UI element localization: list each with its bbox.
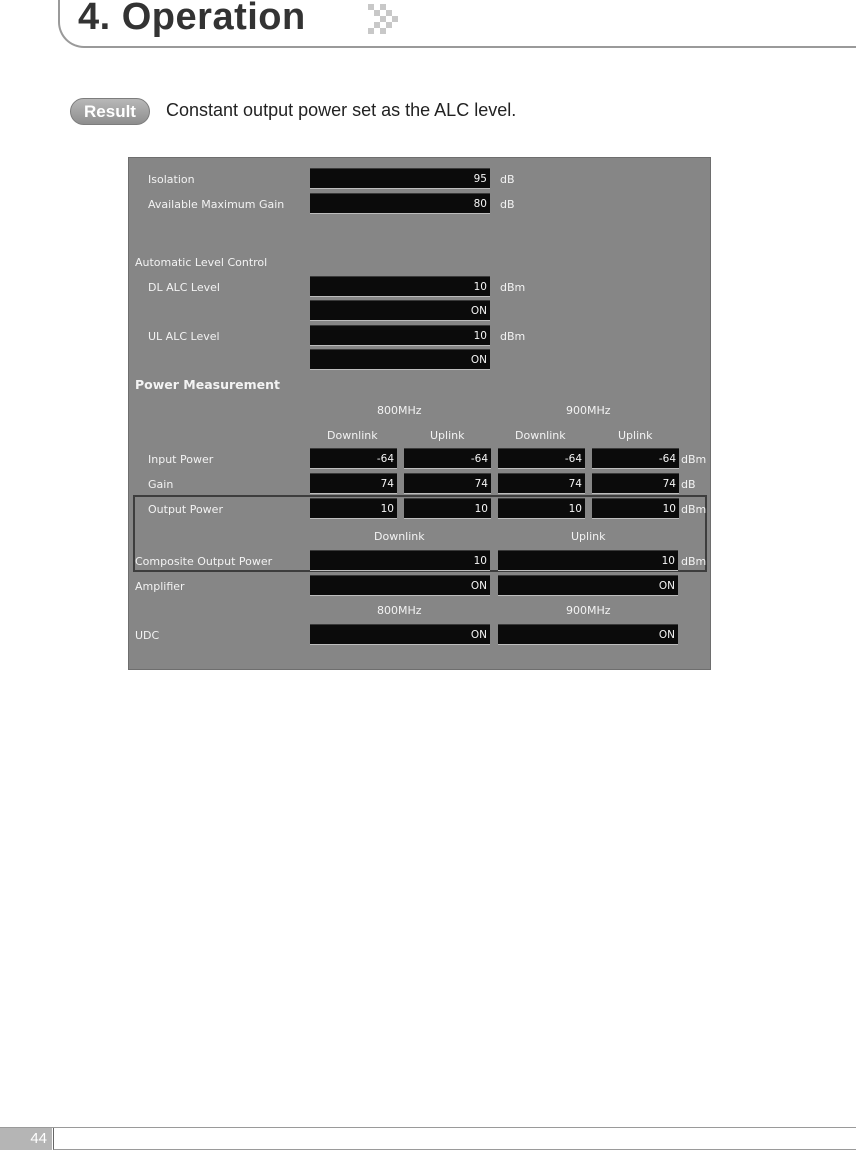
max-gain-value: 80 xyxy=(310,193,490,214)
output-power-unit: dBm xyxy=(681,503,707,516)
udc-800-state: ON xyxy=(310,624,490,645)
dl-alc-unit: dBm xyxy=(500,281,526,294)
input-power-800-dl: -64 xyxy=(310,448,397,469)
gain-800-dl: 74 xyxy=(310,473,397,494)
band-900-heading: 900MHz xyxy=(566,404,611,417)
power-section-heading: Power Measurement xyxy=(135,377,281,392)
composite-downlink-value: 10 xyxy=(310,550,490,571)
dl-alc-label: DL ALC Level xyxy=(148,281,220,294)
gain-900-ul: 74 xyxy=(592,473,679,494)
gain-900-dl: 74 xyxy=(498,473,585,494)
composite-uplink-value: 10 xyxy=(498,550,678,571)
output-power-label: Output Power xyxy=(148,503,223,516)
composite-downlink-heading: Downlink xyxy=(374,530,425,543)
gain-unit: dB xyxy=(681,478,696,491)
result-badge: Result xyxy=(70,98,150,125)
isolation-value: 95 xyxy=(310,168,490,189)
input-power-900-dl: -64 xyxy=(498,448,585,469)
footer-bar xyxy=(53,1128,856,1150)
udc-band-900-heading: 900MHz xyxy=(566,604,611,617)
amplifier-downlink-state: ON xyxy=(310,575,490,596)
band-800-heading: 800MHz xyxy=(377,404,422,417)
isolation-unit: dB xyxy=(500,173,515,186)
section-title: 4. Operation xyxy=(78,0,306,38)
checker-decoration-icon xyxy=(368,4,402,34)
input-power-unit: dBm xyxy=(681,453,707,466)
alc-section-heading: Automatic Level Control xyxy=(135,256,268,269)
result-description: Constant output power set as the ALC level. xyxy=(166,100,517,120)
ul-alc-value: 10 xyxy=(310,325,490,346)
input-power-label: Input Power xyxy=(148,453,214,466)
amplifier-label: Amplifier xyxy=(135,580,185,593)
udc-900-state: ON xyxy=(498,624,678,645)
gain-label: Gain xyxy=(148,478,174,491)
col-800-uplink: Uplink xyxy=(430,429,465,442)
udc-label: UDC xyxy=(135,629,160,642)
output-power-900-dl: 10 xyxy=(498,498,585,519)
input-power-800-ul: -64 xyxy=(404,448,491,469)
max-gain-unit: dB xyxy=(500,198,515,211)
input-power-900-ul: -64 xyxy=(592,448,679,469)
ul-alc-unit: dBm xyxy=(500,330,526,343)
composite-output-label: Composite Output Power xyxy=(135,555,273,568)
col-900-uplink: Uplink xyxy=(618,429,653,442)
ul-alc-state: ON xyxy=(310,349,490,370)
output-power-800-ul: 10 xyxy=(404,498,491,519)
amplifier-uplink-state: ON xyxy=(498,575,678,596)
composite-uplink-heading: Uplink xyxy=(571,530,606,543)
max-gain-label: Available Maximum Gain xyxy=(148,198,285,211)
dl-alc-value: 10 xyxy=(310,276,490,297)
repeater-settings-panel xyxy=(128,157,711,670)
ul-alc-label: UL ALC Level xyxy=(148,330,220,343)
output-power-900-ul: 10 xyxy=(592,498,679,519)
page-number: 44 xyxy=(0,1128,52,1150)
col-800-downlink: Downlink xyxy=(327,429,378,442)
composite-unit: dBm xyxy=(681,555,707,568)
col-900-downlink: Downlink xyxy=(515,429,566,442)
output-power-800-dl: 10 xyxy=(310,498,397,519)
udc-band-800-heading: 800MHz xyxy=(377,604,422,617)
gain-800-ul: 74 xyxy=(404,473,491,494)
dl-alc-state: ON xyxy=(310,300,490,321)
isolation-label: Isolation xyxy=(148,173,195,186)
